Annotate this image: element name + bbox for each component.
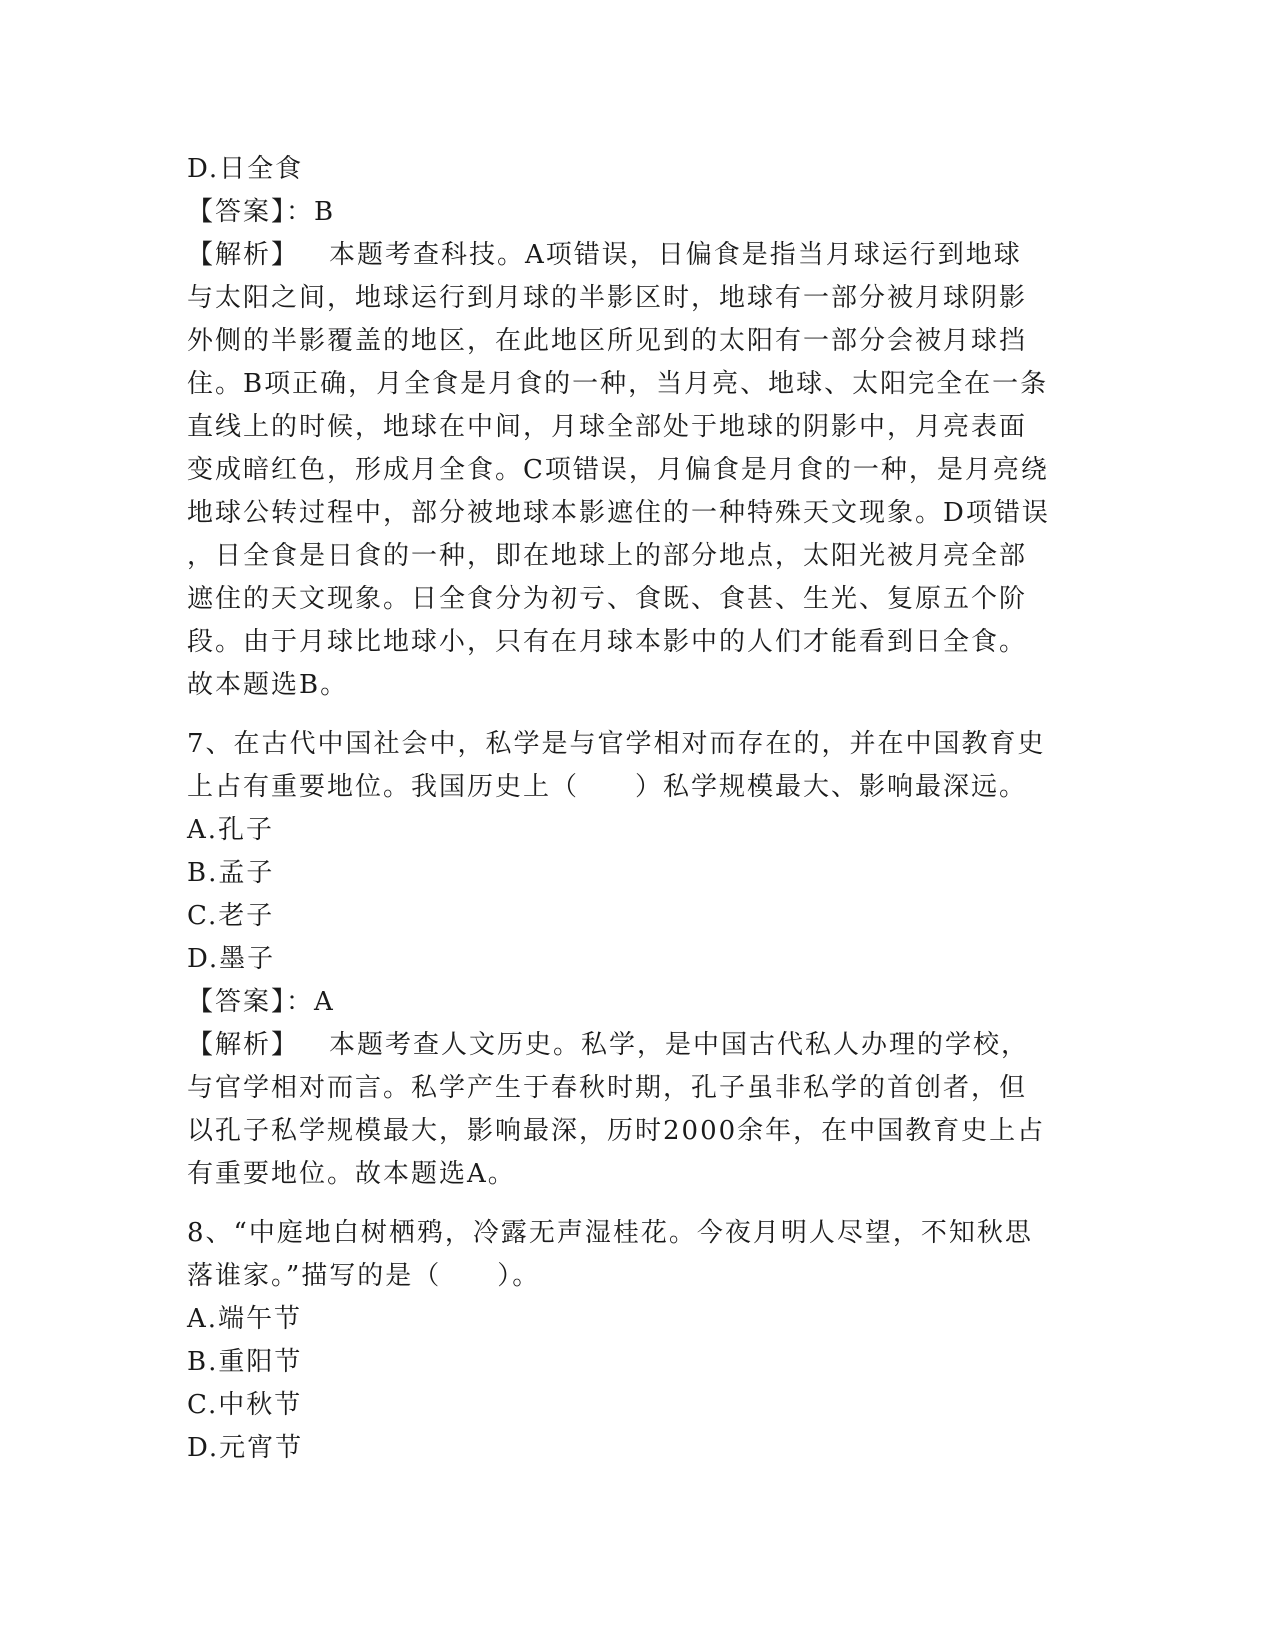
q7-answer-sep: ： <box>286 987 315 1017</box>
q8-option-a: A.端午节 <box>187 1304 303 1334</box>
q7-answer-value: A <box>314 987 335 1017</box>
q7-stem-line: 7、在古代中国社会中，私学是与官学相对而存在的，并在中国教育史 <box>187 729 1046 759</box>
q6-analysis-line: ，日全食是日食的一种，即在地球上的部分地点，太阳光被月亮全部 <box>187 541 1028 571</box>
q6-answer-value: B <box>314 197 336 227</box>
q6-analysis-line: 与太阳之间，地球运行到月球的半影区时，地球有一部分被月球阴影 <box>187 283 1028 313</box>
q6-analysis-line: 外侧的半影覆盖的地区，在此地区所见到的太阳有一部分会被月球挡 <box>187 326 1028 356</box>
q8-stem-line: 落谁家。”描写的是（ ）。 <box>187 1261 541 1291</box>
q7-option-b: B.孟子 <box>187 858 275 888</box>
q6-analysis-line: 遮住的天文现象。日全食分为初亏、食既、食甚、生光、复原五个阶 <box>187 584 1028 614</box>
document-page <box>187 148 1087 1470</box>
q7-analysis-line: 与官学相对而言。私学产生于春秋时期，孔子虽非私学的首创者，但 <box>187 1073 1028 1103</box>
q6-analysis-line: 直线上的时候，地球在中间，月球全部处于地球的阴影中，月亮表面 <box>187 412 1028 442</box>
q7-analysis-line: 以孔子私学规模最大，影响最深，历时2000余年，在中国教育史上占 <box>187 1116 1046 1146</box>
q7-answer-label: 【答案】 <box>187 987 287 1017</box>
q6-option-d: D.日全食 <box>187 154 304 184</box>
q8-option-c: C.中秋节 <box>187 1390 303 1420</box>
q6-analysis-line: 本题考查科技。A项错误，日偏食是指当月球运行到地球 <box>329 240 1022 270</box>
q8-stem-line: 8、“中庭地白树栖鸦，冷露无声湿桂花。今夜月明人尽望，不知秋思 <box>187 1218 1033 1248</box>
q7-option-c: C.老子 <box>187 901 275 931</box>
q7-option-a: A.孔子 <box>187 815 275 845</box>
q7-stem-line: 上占有重要地位。我国历史上（ ）私学规模最大、影响最深远。 <box>187 772 1028 802</box>
q6-analysis-line: 变成暗红色，形成月全食。C项错误，月偏食是月食的一种，是月亮绕 <box>187 455 1049 485</box>
q7-analysis-label: 【解析】 <box>187 1030 300 1060</box>
q6-analysis-line: 地球公转过程中，部分被地球本影遮住的一种特殊天文现象。D项错误 <box>187 498 1050 528</box>
q6-analysis-first <box>187 234 1087 277</box>
q6-answer <box>187 191 1087 234</box>
q6-analysis-line: 住。B项正确，月全食是月食的一种，当月亮、地球、太阳完全在一条 <box>187 369 1049 399</box>
q7-analysis-line: 本题考查人文历史。私学，是中国古代私人办理的学校， <box>329 1030 1030 1060</box>
q7-option-d: D.墨子 <box>187 944 276 974</box>
q6-answer-sep: ： <box>286 197 315 227</box>
q7-analysis-line: 有重要地位。故本题选A。 <box>187 1159 516 1189</box>
q6-analysis-label: 【解析】 <box>187 240 300 270</box>
q8-option-d: D.元宵节 <box>187 1433 304 1463</box>
q6-analysis-line: 故本题选B。 <box>187 670 349 700</box>
q6-analysis-line: 段。由于月球比地球小，只有在月球本影中的人们才能看到日全食。 <box>187 627 1028 657</box>
q7-analysis-first <box>187 1024 1087 1067</box>
q7-answer <box>187 981 1087 1024</box>
q6-answer-label: 【答案】 <box>187 197 287 227</box>
q8-option-b: B.重阳节 <box>187 1347 303 1377</box>
